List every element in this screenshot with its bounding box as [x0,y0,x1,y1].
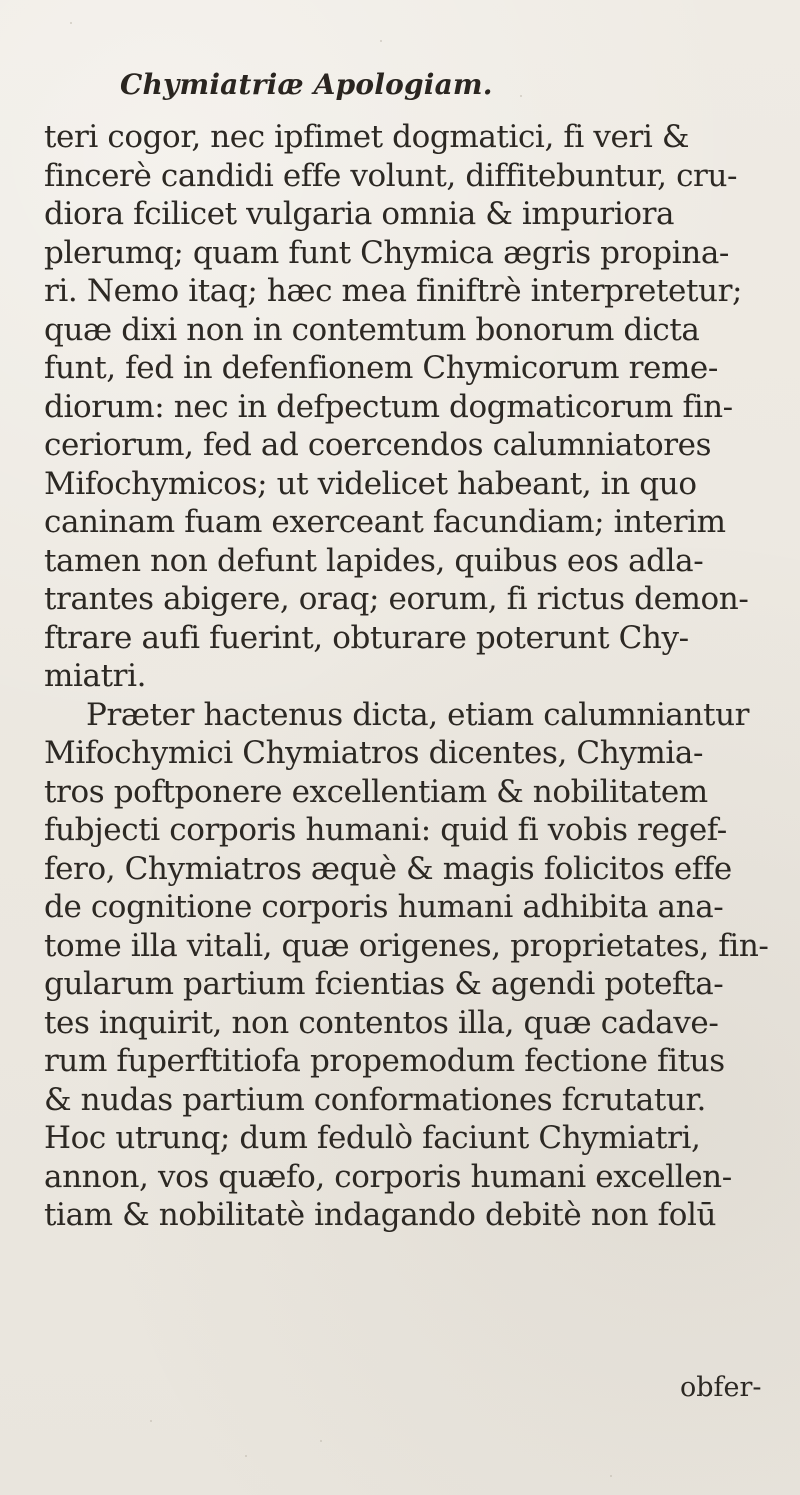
paper-speckle [610,1475,612,1477]
running-head: Chymiatriæ Apologiam. [120,68,493,101]
text-line: quæ dixi non in contemtum bonorum dicta [44,311,700,348]
text-line: trantes abigere, oraq; eorum, fi rictus demon- [44,581,749,617]
text-line: & nudas partium conformationes fcrutatur. [44,1081,706,1118]
paper-speckle [150,1420,152,1422]
text-line: ri. Nemo itaq; hæc mea finiftrè interpretetur; [44,273,743,309]
paper-speckle [320,1440,322,1442]
text-line: tros poftponere excellentiam & nobilitatem [44,773,708,810]
text-line: tes inquirit, non contentos illa, quæ cadave- [44,1004,719,1041]
text-line: Mifochymicos; ut videlicet habeant, in quo [44,465,697,502]
text-line: miatri. [44,658,147,694]
text-line: tiam & nobilitatè indagando debitè non folū [44,1197,717,1233]
paper-speckle [70,22,72,24]
text-line: rum fuperftitiofa propemodum fectione fitus [44,1043,725,1079]
text-line: tamen non defunt lapides, quibus eos adla- [44,542,704,579]
text-line: Mifochymici Chymiatros dicentes, Chymia- [44,735,704,771]
text-line: diora fcilicet vulgaria omnia & impuriora [44,196,675,232]
catchword: obfer- [680,1372,762,1403]
text-line: caninam fuam exerceant facundiam; interim [44,504,726,540]
body-text [44,118,769,1235]
text-line: annon, vos quæfo, corporis humani excellen- [44,1158,732,1195]
paper-speckle [380,40,382,42]
text-line: fubjecti corporis humani: quid fi vobis regef- [44,812,727,848]
text-line: plerumq; quam funt Chymica ægris propina- [44,234,729,271]
text-line: ceriorum, fed ad coercendos calumniatores [44,427,712,463]
text-line: fincerè candidi effe volunt, diffitebuntur, cru- [44,157,738,194]
text-line: ftrare aufi fuerint, obturare poterunt Chy- [44,619,689,656]
text-line: de cognitione corporis humani adhibita ana- [44,889,724,925]
text-line: funt, fed in defenfionem Chymicorum reme- [44,350,718,386]
text-line: fero, Chymiatros æquè & magis folicitos effe [44,850,732,887]
text-line: teri cogor, nec ipfimet dogmatici, fi veri & [44,119,690,155]
paper-speckle [520,95,522,97]
text-line: gularum partium fcientias & agendi potefta- [44,966,724,1002]
text-line: tome illa vitali, quæ origenes, proprietates, fin- [44,927,769,964]
text-line: Hoc utrunq; dum fedulò faciunt Chymiatri, [44,1120,701,1156]
text-line: diorum: nec in defpectum dogmaticorum fin- [44,388,733,425]
paper-speckle [245,1455,247,1457]
text-line: Præter hactenus dicta, etiam calumniantur [86,696,750,733]
